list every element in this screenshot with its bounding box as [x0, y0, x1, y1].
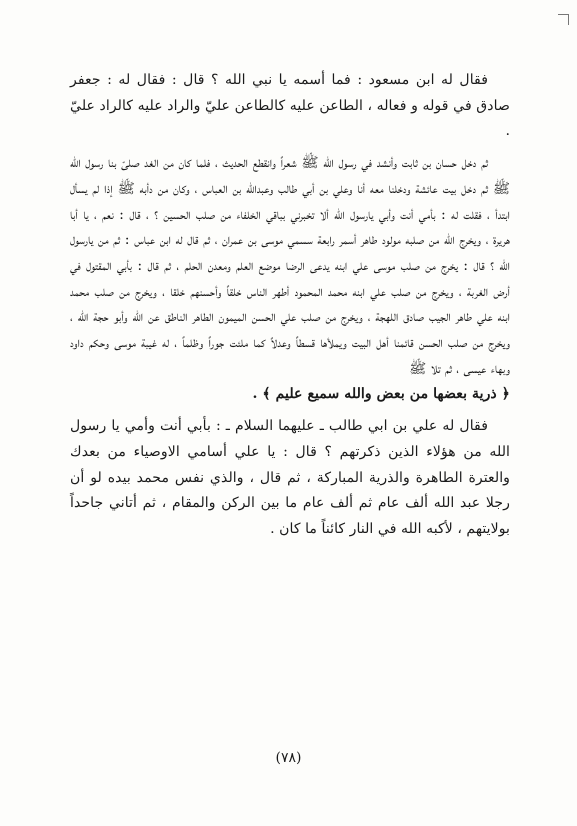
- paragraph-hassan: ثم دخل حسان بن ثابت وأنشد في رسول الله ﷺ شعراً وانقطع الحديث ، فلما كان من الغد صلىّ بنا رسول الله ﷺ ثم دخل بيت عائشة ودخلنا معه أنا وعلي بن أبي طالب وعبدالله بن العباس ، وكان من دأبه ﷺ إذا لم يسأل ابتدأ ، فقلت له : بأمي أنت وأبي يارسول الله ألا تخبرني بباقي الخلفاء من صلب الحسين ؟ ، قال : نعم ، يا أبا هريرة ، ويخرج الله من صلبه مولود طاهر أسمر رابعة سسمي موسى بن عمران ، ثم قال له ابن عباس : ثم من يارسول الله ؟ قال : يخرج من صلب موسى علي ابنه يدعى الرضا موضع العلم ومعدن الحلم ، ثم قال : بأبي المقتول في أرض الغربة ، ويخرج من صلب علي ابنه محمد المحمود أطهر الناس خلقاً وأحسنهم خلقا ، ويخرج من صلب محمد ابنه علي طاهر الجيب صادق اللهجة ، ويخرج من صلب علي الحسن الميمون الطاهر الناطق عن الله وأبو حجة الله ، ويخرج من صلب الحسن قائمنا أهل البيت ويملأها قسطاً وعدلاً كما ملئت جوراً وظلماً ، له غيبة موسى وحكم داود وبهاء عيسى ، ثم تلا ﷺ: [70, 155, 510, 377]
- quran-verse: ﴿ ذرية بعضها من بعض والله سميع عليم ﴾ .: [252, 386, 510, 403]
- paragraph-ibn-masud: فقال له ابن مسعود : فما أسمه يا نبي الله ؟ قال : فقال له : جعفر صادق في قوله و فعاله ، الطاعن عليه كالطاعن عليّ والراد عليه كالراد عليّ .: [70, 72, 510, 140]
- page-number: (٧٨): [275, 750, 302, 766]
- body-text: [70, 68, 510, 543]
- paragraph-ali: فقال له علي بن ابي طالب ـ عليهما السلام ـ : بأبي أنت وأمي يا رسول الله من هؤلاء الذين ذكرتهم ؟ قال : يا علي أسامي الاوصياء من بعدك والعترة الطاهرة والذرية المباركة ، ثم قال ، والذي نفس محمد بيده لو أن رجلا عبد الله ألف عام ثم ألف عام ما بين الركن والمقام ، ثم أتاني جاحداً بولايتهم ، لأكبه الله في النار كائناً ما كان .: [70, 418, 510, 537]
- corner-mark: [558, 14, 569, 25]
